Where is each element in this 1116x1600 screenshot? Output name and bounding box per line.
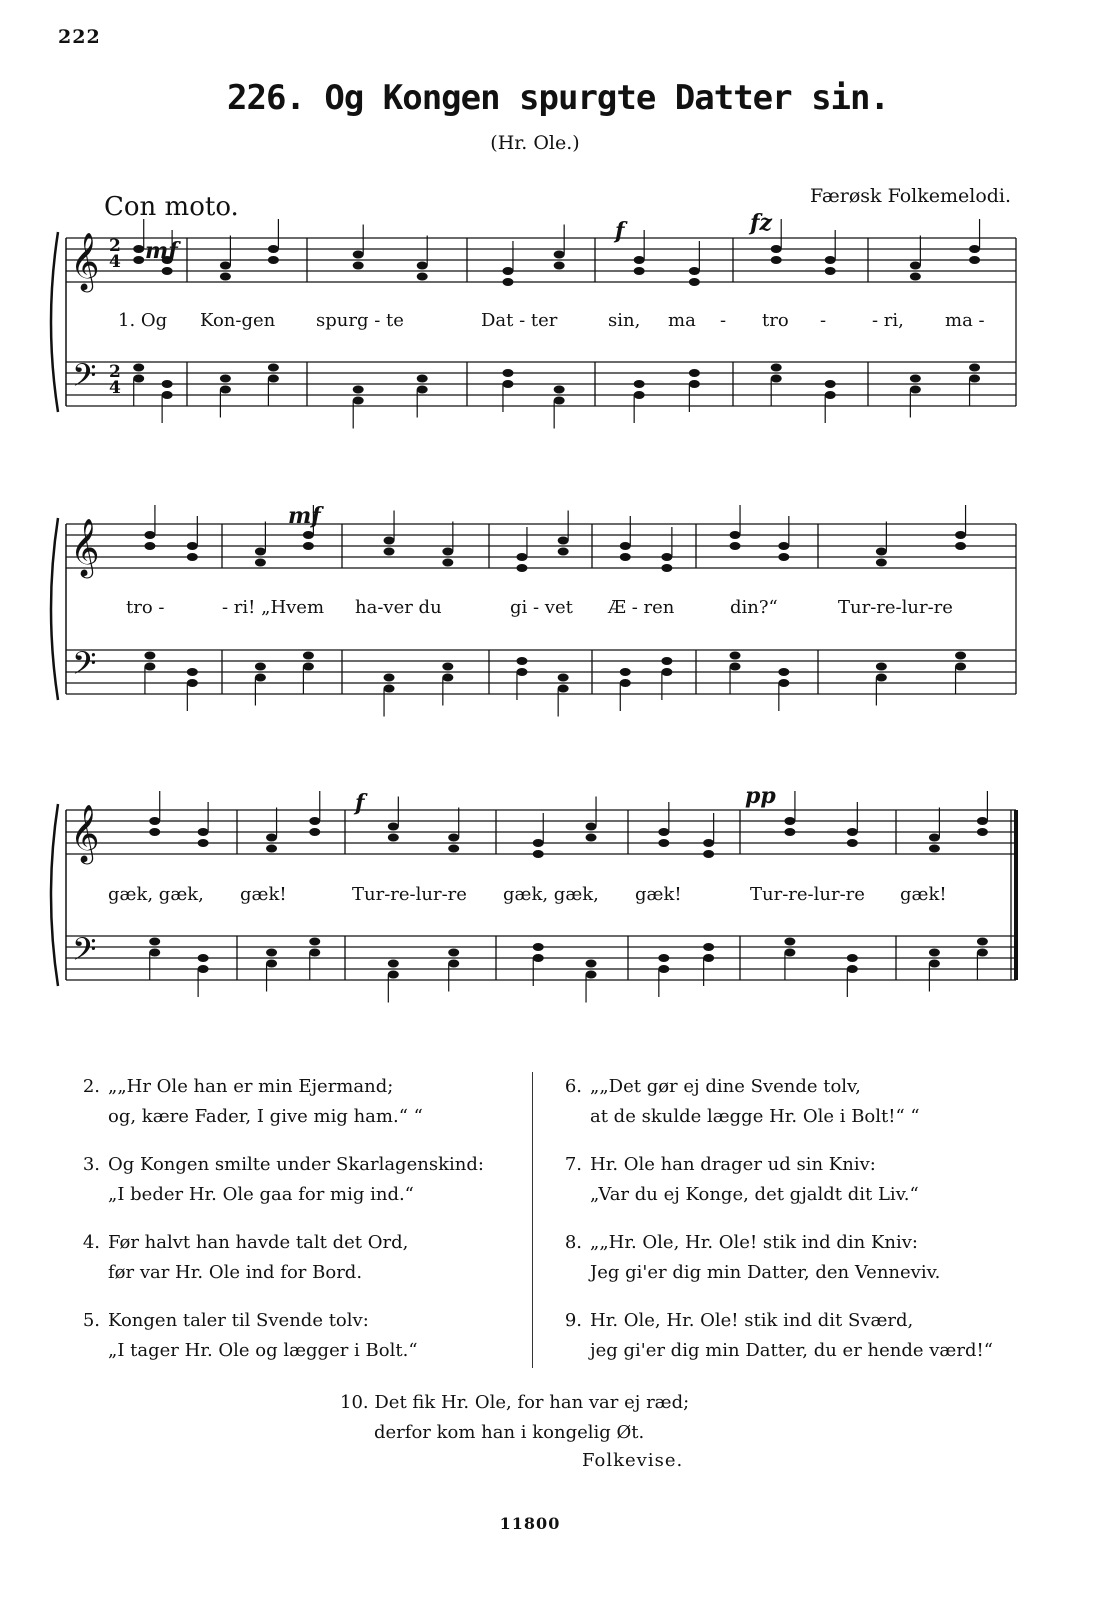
notehead [689,380,700,388]
notehead [144,542,155,550]
notehead [133,256,144,264]
notehead [586,960,597,968]
song-subtitle: (Hr. Ole.) [490,132,580,154]
notehead [977,938,988,946]
notehead [969,245,980,253]
verse-line: Og Kongen smilte under Skarlagenskind: [108,1154,484,1175]
verse-line: „I tager Hr. Ole og lægger i Bolt.“ [108,1340,418,1361]
notehead [620,542,631,550]
notehead [442,548,453,556]
verse-line: Hr. Ole han drager ud sin Kniv: [590,1154,876,1175]
notehead [634,256,645,264]
treble-clef: 𝄞 [70,232,100,290]
notehead [309,938,320,946]
notehead [658,954,669,962]
notehead [825,380,836,388]
notehead [384,685,395,693]
verse-line: Kongen taler til Svende tolv: [108,1310,369,1331]
verse-line: jeg gi'er dig min Datter, du er hende værd!“ [590,1340,993,1361]
notehead [149,949,160,957]
notehead [554,386,565,394]
verse-column-divider [532,1072,533,1368]
notehead [929,949,940,957]
bass-clef: 𝄢 [72,357,97,401]
notehead [558,548,569,556]
notehead [309,817,320,825]
verse-number: 7. [564,1154,582,1175]
notehead [661,657,672,665]
notehead [533,954,544,962]
notehead [784,817,795,825]
verse-2 [76,1072,423,1132]
notehead [198,839,209,847]
notehead [929,834,940,842]
notehead [977,828,988,836]
lyric: - ri, [872,310,904,331]
notehead [384,548,395,556]
final-barline [1014,810,1018,980]
lyric: Dat - ter [481,310,558,331]
notehead [502,369,513,377]
notehead [388,960,399,968]
lyric: spurg - te [316,310,404,331]
notehead [825,267,836,275]
lyric: gæk, gæk, [503,884,599,905]
notehead [442,663,453,671]
lyric: Kon-gen [200,310,276,331]
notehead [876,548,887,556]
dynamic-mf: mf [288,503,321,529]
lyric: gæk! [635,884,682,905]
verse-line: „„Det gør ej dine Svende tolv, [590,1076,861,1097]
notehead [417,386,428,394]
notehead [658,965,669,973]
notehead [309,828,320,836]
notehead [533,850,544,858]
notehead [149,817,160,825]
notehead [502,380,513,388]
plate-number: 11800 [499,1514,561,1533]
lyric: sin, [608,310,641,331]
lyric: tro - [126,597,165,618]
notehead [876,674,887,682]
notehead [977,817,988,825]
verse-number: 6. [564,1076,582,1097]
lyric: Tur-re-lur-re [838,597,953,618]
notehead [144,652,155,660]
notehead [255,548,266,556]
dynamic-fz: fz [750,210,772,236]
notehead [198,965,209,973]
verse-6 [558,1072,920,1132]
notehead [703,954,714,962]
notehead [502,278,513,286]
notehead [353,397,364,405]
notehead [417,262,428,270]
notehead [417,375,428,383]
notehead [558,674,569,682]
verse-line: derfor kom han i kongelig Øt. [374,1422,645,1443]
verse-line: „Var du ej Konge, det gjaldt dit Liv.“ [590,1184,919,1205]
brace [51,518,58,700]
verse-line: og, kære Fader, I give mig ham.“ “ [108,1106,423,1127]
notehead [268,364,279,372]
notehead [353,251,364,259]
verse-line: Hr. Ole, Hr. Ole! stik ind dit Sværd, [590,1310,914,1331]
notehead [266,960,277,968]
notehead [771,256,782,264]
notehead [442,559,453,567]
notehead [268,375,279,383]
verse-3 [76,1150,484,1210]
notehead [771,245,782,253]
notehead [309,949,320,957]
brace [51,804,58,986]
notehead [516,564,527,572]
verse-line: at de skulde lægge Hr. Ole i Bolt!“ “ [590,1106,920,1127]
notehead [730,663,741,671]
notehead [558,685,569,693]
notehead [703,839,714,847]
notehead [778,679,789,687]
bass-clef: 𝄢 [72,931,97,975]
notehead [730,652,741,660]
notehead [220,262,231,270]
notehead [634,267,645,275]
notehead [502,267,513,275]
verse-8 [558,1228,940,1288]
lyrics-system-2 [126,597,953,618]
notehead [388,834,399,842]
brace [51,232,58,412]
notehead [778,542,789,550]
notehead [268,245,279,253]
lyric: ma - [945,310,985,331]
tempo-marking: Con moto. [104,192,239,222]
lyric: din?“ [730,597,778,618]
notehead [266,834,277,842]
notehead [847,954,858,962]
notehead [149,828,160,836]
time-signature-top: 2 [109,362,121,382]
verse-number: 5. [82,1310,100,1331]
notehead [448,834,459,842]
notehead [969,364,980,372]
source-credit: Folkevise. [582,1450,684,1471]
notehead [730,531,741,539]
notehead [198,828,209,836]
notehead [689,278,700,286]
notehead [255,674,266,682]
notehead [955,531,966,539]
notehead [730,542,741,550]
notehead [910,386,921,394]
lyric: Æ - ren [608,597,675,618]
lyric: - [720,310,727,331]
notehead [825,256,836,264]
notehead [554,262,565,270]
notehead [977,949,988,957]
lyric: tro [762,310,789,331]
time-signature-top: 2 [109,236,121,256]
notehead [586,971,597,979]
verse-4 [76,1228,408,1288]
lyric: gi - vet [510,597,573,618]
song-title: 226. Og Kongen spurgte Datter sin. [227,78,889,118]
verse-number: 10. [340,1392,369,1413]
notehead [689,267,700,275]
notehead [778,668,789,676]
notehead [620,553,631,561]
notehead [417,273,428,281]
lyrics-system-1 [118,310,985,331]
notehead [144,531,155,539]
dynamic-f: f [615,218,625,244]
notehead [955,542,966,550]
verse-number: 8. [564,1232,582,1253]
verse-7 [558,1150,919,1210]
notehead [847,828,858,836]
notehead [771,364,782,372]
lyric: gæk! [900,884,947,905]
notehead [187,542,198,550]
notehead [266,845,277,853]
notehead [162,380,173,388]
notehead [658,828,669,836]
treble-clef: 𝄞 [70,804,100,862]
notehead [448,845,459,853]
notehead [825,391,836,399]
notehead [149,938,160,946]
notehead [586,823,597,831]
notehead [162,267,173,275]
notehead [910,375,921,383]
notehead [929,960,940,968]
lyric: Tur-re-lur-re [352,884,467,905]
verse-number: 9. [564,1310,582,1331]
treble-clef: 𝄞 [70,518,100,576]
notehead [533,943,544,951]
notehead [955,652,966,660]
notehead [133,245,144,253]
notehead [133,375,144,383]
notehead [187,679,198,687]
time-signature-bottom: 4 [109,378,121,398]
notehead [255,663,266,671]
notehead [784,938,795,946]
notehead [558,537,569,545]
notehead [384,537,395,545]
notehead [554,397,565,405]
notehead [784,949,795,957]
verse-line: „I beder Hr. Ole gaa for mig ind.“ [108,1184,414,1205]
notehead [144,663,155,671]
notehead [620,679,631,687]
lyric: ha-ver du [355,597,442,618]
notehead [187,553,198,561]
notehead [448,960,459,968]
notehead [910,273,921,281]
notehead [847,965,858,973]
notehead [442,674,453,682]
verse-number: 4. [82,1232,100,1253]
notehead [384,674,395,682]
notehead [533,839,544,847]
notehead [703,850,714,858]
notehead [554,251,565,259]
notehead [303,663,314,671]
verse-line: Før halvt han havde talt det Ord, [108,1232,409,1253]
notehead [220,273,231,281]
notehead [689,369,700,377]
lyric: Tur-re-lur-re [750,884,865,905]
verse-line: Jeg gi'er dig min Datter, den Venneviv. [590,1262,941,1283]
notehead [620,668,631,676]
notehead [516,668,527,676]
composer-credit: Færøsk Folkemelodi. [810,185,1012,207]
lyric: - ri! „Hvem [222,597,325,618]
time-signature-bottom: 4 [109,252,121,272]
notehead [516,657,527,665]
notehead [303,531,314,539]
notehead [198,954,209,962]
verse-number: 2. [82,1076,100,1097]
notehead [162,391,173,399]
notehead [220,386,231,394]
notehead [187,668,198,676]
lyric: gæk, gæk, [108,884,204,905]
notehead [448,949,459,957]
notehead [634,391,645,399]
page-number: 222 [58,26,101,48]
notehead [658,839,669,847]
notehead [353,386,364,394]
verse-number: 3. [82,1154,100,1175]
notehead [661,668,672,676]
notehead [661,553,672,561]
notehead [969,375,980,383]
notehead [929,845,940,853]
notehead [303,542,314,550]
lyrics-system-3 [108,884,947,905]
notehead [220,375,231,383]
verse-10 [340,1388,689,1448]
verse-line: før var Hr. Ole ind for Bord. [108,1262,363,1283]
notehead [661,564,672,572]
notehead [778,553,789,561]
notehead [955,663,966,671]
notehead [847,839,858,847]
lyric: ma [668,310,696,331]
verse-9 [558,1306,993,1366]
notehead [703,943,714,951]
dynamic-f: f [355,790,365,816]
lyric: - [820,310,827,331]
verse-5 [76,1306,418,1366]
lyric: gæk! [240,884,287,905]
verse-line: „„Hr Ole han er min Ejermand; [108,1076,394,1097]
dynamic-pp: pp [745,783,776,809]
notehead [876,663,887,671]
notehead [388,823,399,831]
verse-line: „„Hr. Ole, Hr. Ole! stik ind din Kniv: [590,1232,918,1253]
notehead [255,559,266,567]
notehead [634,380,645,388]
notehead [353,262,364,270]
notehead [910,262,921,270]
bass-clef: 𝄢 [72,645,97,689]
verse-line: Det fik Hr. Ole, for han var ej ræd; [374,1392,690,1413]
dynamic-mf: mf [145,238,178,264]
notehead [771,375,782,383]
notehead [516,553,527,561]
notehead [303,652,314,660]
lyric: 1. Og [118,310,168,331]
notehead [586,834,597,842]
notehead [133,364,144,372]
notehead [876,559,887,567]
notehead [268,256,279,264]
notehead [266,949,277,957]
notehead [388,971,399,979]
notehead [969,256,980,264]
notehead [784,828,795,836]
